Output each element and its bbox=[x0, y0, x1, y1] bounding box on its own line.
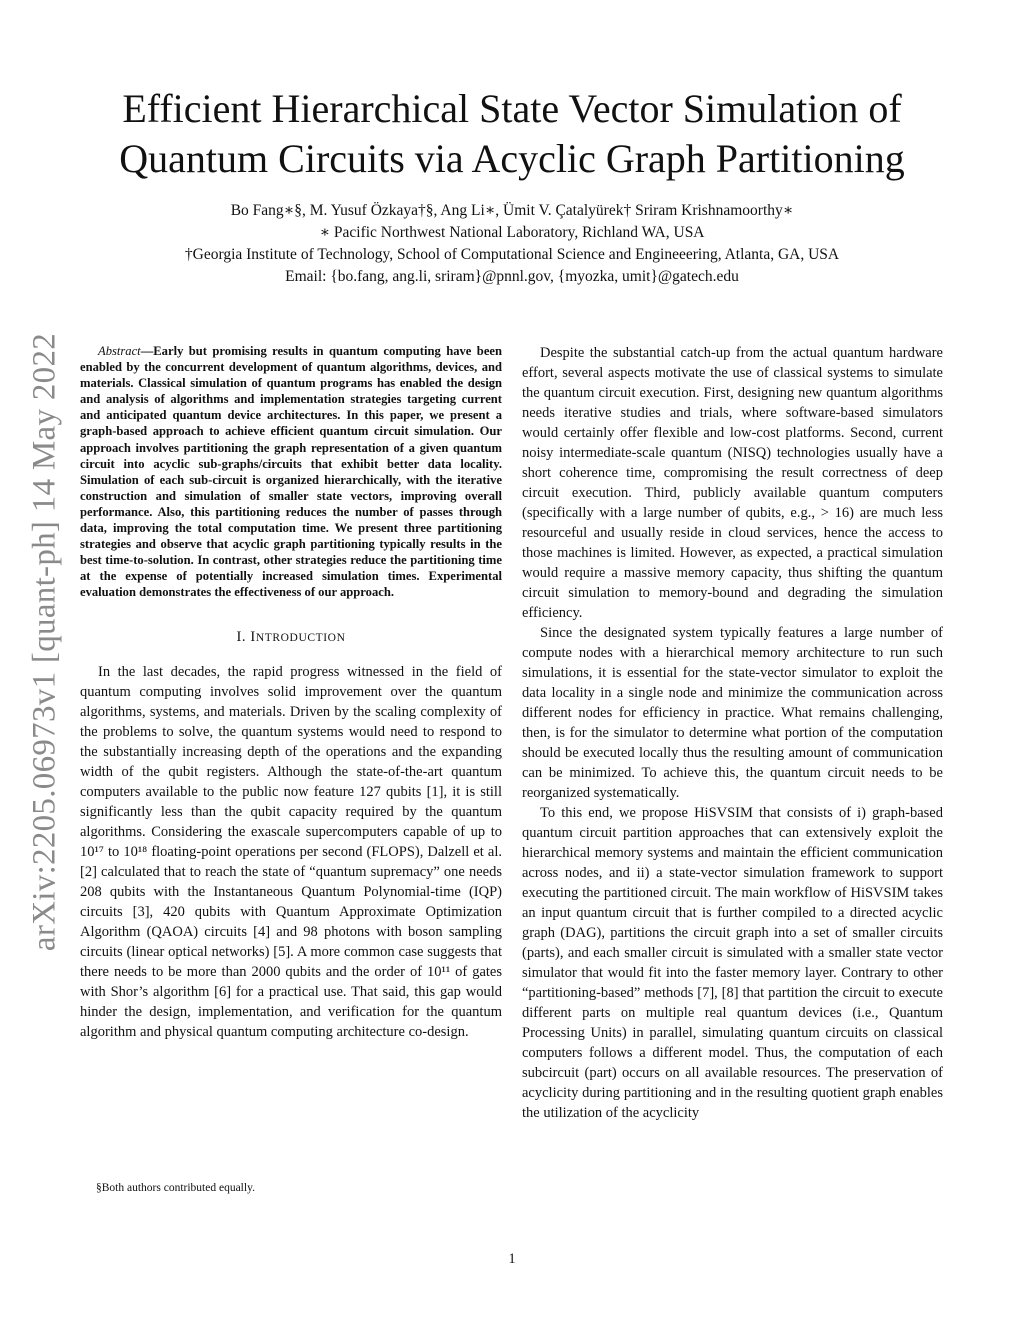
abstract-text: —Early but promising results in quantum computing have been enabled by the concurrent development of quantum algorithms, devices, and materials. Classical simulation of quantum programs has enabled the design and analysis of algorithms and implementation strategies targeting current and anticipated quantum device architectures. In this paper, we present a graph-based approach to achieve efficient quantum circuit simulation. Our approach involves partitioning the graph representation of a given quantum circuit into acyclic sub-graphs/circuits that exhibit better data locality. Simulation of each sub-circuit is organized hierarchically, with the iterative construction and simulation of smaller state vectors, improving overall performance. Also, this partitioning reduces the number of passes through data, improving the total computation time. We present three partitioning strategies and observe that acyclic graph partitioning typically results in the best time-to-solution. In contrast, other strategies reduce the partitioning time at the expense of potentially increased simulation times. Experimental evaluation demonstrates the effectiveness of our approach. bbox=[80, 344, 502, 600]
section-title-rest: NTRODUCTION bbox=[255, 631, 346, 644]
right-paragraph-3: To this end, we propose HiSVSIM that consists of i) graph-based quantum circuit partition approaches that can extensively exploit the hierarchical memory systems and maintain the efficient communication across nodes, and ii) a state-vector simulation framework to support executing the partitioned circuit. The main workflow of HiSVSIM takes an input quantum circuit that is further compiled to a directed acyclic graph (DAG), partitions the circuit graph into a set of smaller circuits (parts), and each smaller circuit is simulated with a smaller state vector simulator that would fit into the faster memory layer. Contrary to other “partitioning-based” methods [7], [8] that partition the circuit to execute different parts on multiple real quantum devices (i.e., Quantum Processing Units) in parallel, simulating quantum circuits on classical computers follows a different model. Thus, the computation of each subcircuit (part) occurs on all available resources. The preservation of acyclicity during partitioning and in the resulting quotient graph enables the utilization of the acyclicity bbox=[522, 805, 943, 1121]
intro-paragraph-1: In the last decades, the rapid progress witnessed in the field of quantum computing involves solid improvement over the quantum algorithms, systems, and materials. Driven by the scaling complexity of the problems to solve, the quantum systems would need to respond to the substantially increasing depth of the operations and the expanding width of the qubit registers. Although the state-of-the-art quantum computers available to the public now feature 127 qubits [1], it is still significantly less than the qubit capacity required by the quantum algorithms. Considering the exascale supercomputers capable of up to 10¹⁷ to 10¹⁸ floating-point operations per second (FLOPS), Dalzell et al. [2] calculated that to reach the state of “quantum supremacy” one needs 208 qubits with the Instantaneous Quantum Polynomial-time (IQP) circuits [3], 420 qubits with Quantum Approximate Optimization Algorithm (QAOA) circuits [4] and 98 photons with boson sampling circuits (linear optical networks) [5]. A more common case suggests that there needs to be more than 2000 qubits and the order of 10¹¹ of gates with Shor’s algorithm [6] for a practical use. That said, this gap would hinder the design, implementation, and verification for the quantum algorithm and physical quantum computing architecture co-design. bbox=[80, 663, 502, 1040]
affiliation-georgia-tech: †Georgia Institute of Technology, School of Computational Science and Engineeering, Atlanta, GA, USA bbox=[184, 246, 840, 263]
right-paragraph-2: Since the designated system typically features a large number of compute nodes with a hierarchical memory architecture to run such simulations, it is essential for the state-vector simulator to exploit the data locality in a single node and minimize the communication across different nodes for efficiency in practice. What remains challenging, then, is for the simulator to determine what portion of the computation should be executed locally thus the resulting amount of communication can be minimized. To achieve this, the quantum circuit needs to be reorganized systematically. bbox=[522, 625, 943, 801]
arxiv-sidebar bbox=[25, 300, 65, 985]
right-column bbox=[522, 343, 943, 1123]
affiliation-pnnl: ∗ Pacific Northwest National Laboratory, Richland WA, USA bbox=[319, 224, 705, 241]
paper-title bbox=[60, 84, 964, 184]
section-title-initial: I bbox=[250, 628, 256, 645]
abstract bbox=[80, 343, 502, 601]
page-number: 1 bbox=[508, 1251, 516, 1267]
section-number: I. bbox=[236, 628, 247, 645]
abstract-label: Abstract bbox=[98, 344, 141, 358]
title-line-2: Quantum Circuits via Acyclic Graph Partitioning bbox=[119, 136, 905, 181]
arxiv-identifier: arXiv:2205.06973v1 [quant-ph] 14 May 2022 bbox=[26, 332, 63, 952]
title-line-1: Efficient Hierarchical State Vector Simulation of bbox=[122, 86, 902, 131]
section-heading-introduction bbox=[80, 627, 502, 648]
left-column bbox=[80, 343, 502, 1042]
right-paragraph-1: Despite the substantial catch-up from the actual quantum hardware effort, several aspects motivate the use of classical systems to simulate the quantum circuit execution. First, designing new quantum algorithms needs iterative studies and trials, where software-based simulators would certainly offer flexible and low-cost platforms. Second, current noisy intermediate-scale quantum (NISQ) technologies usually have a short coherence time, compromising the result correctness of deep circuit execution. Third, publicly available quantum computers (specifically with a large number of qubits, e.g., > 16) are much less resourceful and usually reside in cloud services, hence the access to those machines is limited. However, as expected, a practical simulation would require a massive memory capacity, thus shifting the quantum circuit simulation to memory-bound and degrading the simulation efficiency. bbox=[522, 345, 943, 621]
author-names: Bo Fang∗§, M. Yusuf Özkaya†§, Ang Li∗, Ümit V. Çatalyürek† Sriram Krishnamoorthy∗ bbox=[230, 202, 794, 219]
author-block bbox=[40, 200, 984, 288]
author-emails: Email: {bo.fang, ang.li, sriram}@pnnl.gov, {myozka, umit}@gatech.edu bbox=[285, 268, 739, 285]
footnote: §Both authors contributed equally. bbox=[96, 1182, 255, 1194]
